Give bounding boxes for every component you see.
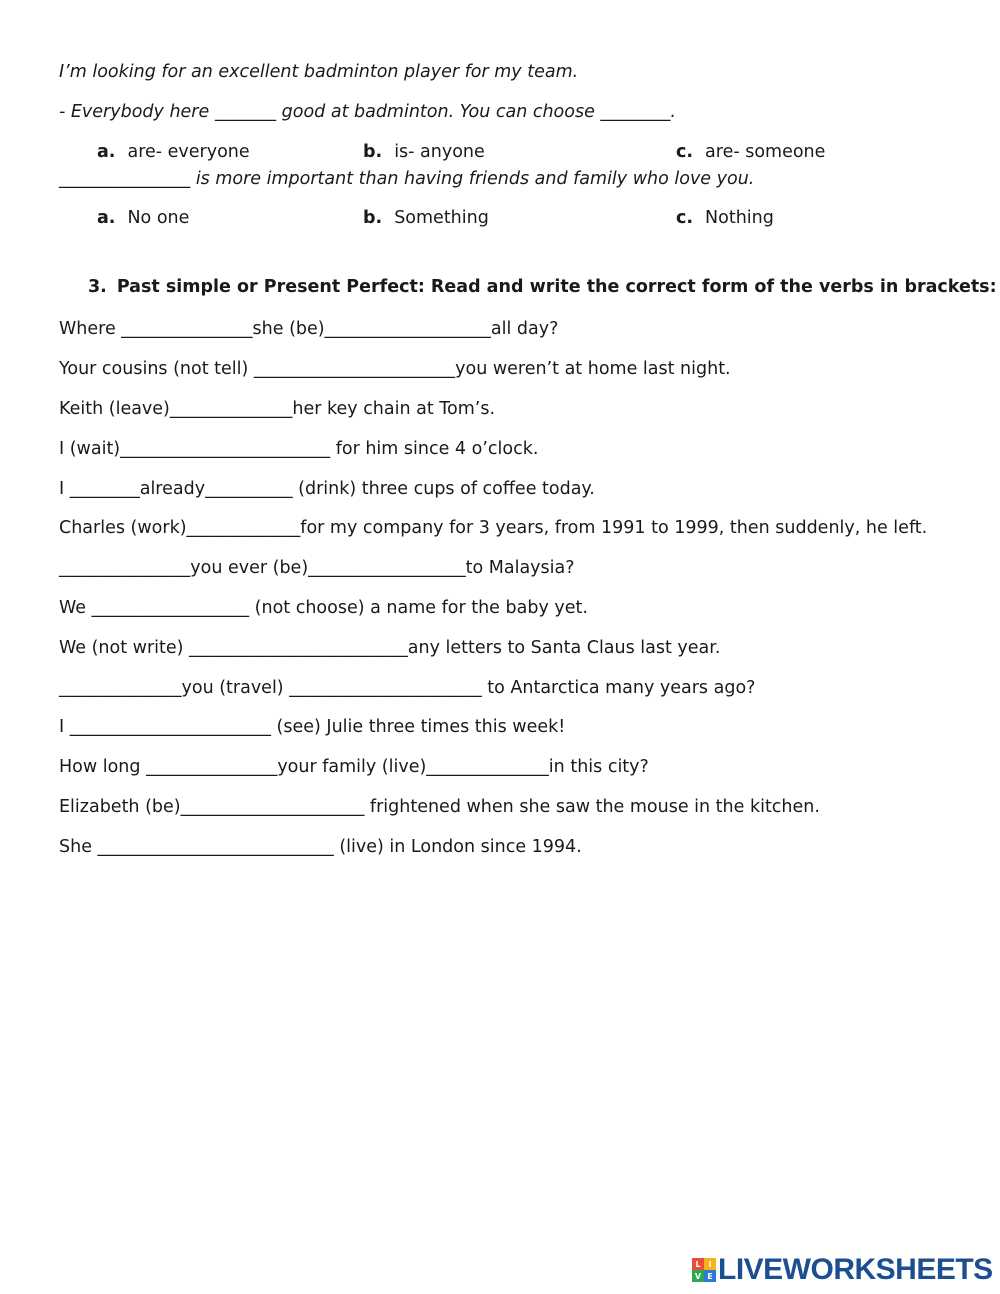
logo-mark-letter: E: [704, 1270, 716, 1282]
section-3-heading: [88, 275, 997, 299]
logo-mark-letter: L: [692, 1258, 704, 1270]
logo-text: LIVEWORKSHEETS: [718, 1253, 993, 1286]
option-letter: b.: [363, 208, 383, 228]
option-q1-c[interactable]: [676, 140, 825, 164]
sentence-looking-for-player: I’m looking for an excellent badminton player for my team.: [59, 62, 579, 82]
option-q1-b[interactable]: [363, 140, 485, 164]
option-text: No one: [127, 208, 190, 228]
sentence-more-important: _______________ is more important than having friends and family who love you.: [59, 169, 755, 189]
section-title: Past simple or Present Perfect: Read and write the correct form of the verbs in brackets:: [116, 277, 997, 297]
exercise-sentence-3[interactable]: Keith (leave)______________her key chain at Tom’s.: [59, 399, 496, 419]
option-text: is- anyone: [394, 142, 485, 162]
option-q2-a[interactable]: [97, 206, 189, 230]
exercise-sentence-6[interactable]: Charles (work)_____________for my company for 3 years, from 1991 to 1999, then suddenly, he left.: [59, 518, 928, 538]
option-letter: c.: [676, 142, 694, 162]
option-text: Something: [394, 208, 489, 228]
exercise-sentence-7[interactable]: _______________you ever (be)__________________to Malaysia?: [59, 558, 575, 578]
exercise-sentence-10[interactable]: ______________you (travel) ______________________ to Antarctica many years ago?: [59, 678, 756, 698]
logo-mark-letter: V: [692, 1270, 704, 1282]
option-letter: a.: [97, 208, 116, 228]
option-q2-c[interactable]: [676, 206, 774, 230]
exercise-sentence-8[interactable]: We __________________ (not choose) a name for the baby yet.: [59, 598, 588, 618]
exercise-sentence-5[interactable]: I ________already__________ (drink) three cups of coffee today.: [59, 479, 595, 499]
logo-mark-letter: I: [704, 1258, 716, 1270]
exercise-sentence-4[interactable]: I (wait)________________________ for him since 4 o’clock.: [59, 439, 539, 459]
option-text: Nothing: [705, 208, 774, 228]
exercise-sentence-13[interactable]: Elizabeth (be)_____________________ frightened when she saw the mouse in the kitchen.: [59, 797, 820, 817]
option-q2-b[interactable]: [363, 206, 489, 230]
option-letter: c.: [676, 208, 694, 228]
exercise-sentence-2[interactable]: Your cousins (not tell) _______________________you weren’t at home last night.: [59, 359, 731, 379]
option-q1-a[interactable]: [97, 140, 250, 164]
section-number: 3.: [88, 277, 107, 297]
exercise-sentence-9[interactable]: We (not write) _________________________any letters to Santa Claus last year.: [59, 638, 721, 658]
option-text: are- everyone: [127, 142, 250, 162]
liveworksheets-logo: [692, 1254, 993, 1286]
option-letter: a.: [97, 142, 116, 162]
exercise-sentence-14[interactable]: She ___________________________ (live) in London since 1994.: [59, 837, 582, 857]
logo-mark-icon: [692, 1258, 716, 1282]
option-text: are- someone: [705, 142, 826, 162]
exercise-sentence-11[interactable]: I _______________________ (see) Julie three times this week!: [59, 717, 566, 737]
sentence-everybody-here: - Everybody here _______ good at badminton. You can choose ________.: [59, 102, 676, 122]
exercise-sentence-1[interactable]: Where _______________she (be)___________________all day?: [59, 319, 559, 339]
exercise-sentence-12[interactable]: How long _______________your family (live)______________in this city?: [59, 757, 649, 777]
option-letter: b.: [363, 142, 383, 162]
